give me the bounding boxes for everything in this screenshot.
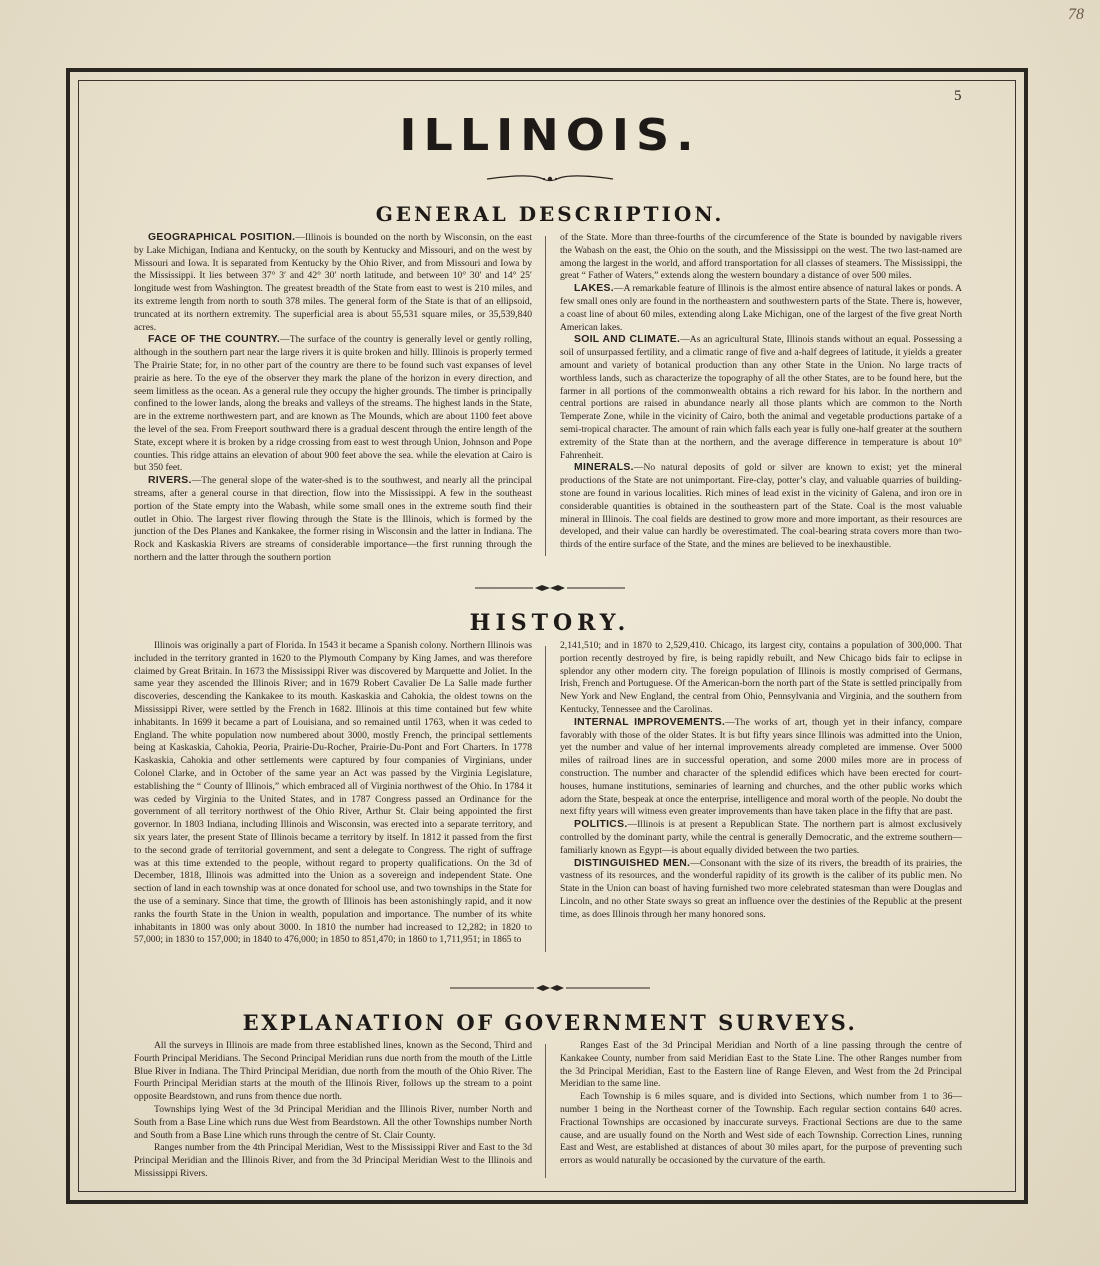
page-title: ILLINOIS. (399, 109, 701, 161)
paragraph-meridians (134, 1040, 532, 1104)
text-population: 2,141,510; and in 1870 to 2,529,410. Chicago, its largest city, contains a population of 300,000. That portion recently destroyed by fire, is being rapidly rebuilt, and New Chicago bids fair to eclipse in splendor any other modern city. The foreign population of Illinois is mostly comprised of Germans, Irish, French and Portuguese. Of the American-born the north part of the State is settled principally from New York and New England, the central from Ohio, Pennsylvania and Virginia, and the southern from Kentucky, Tennessee and the Carolinas. (560, 640, 962, 715)
surveys-right-column (560, 1040, 962, 1168)
section-title-history: HISTORY. (469, 610, 631, 636)
general-description-left-column (134, 232, 532, 565)
paragraph-politics (560, 819, 962, 857)
general-description-right-column (560, 232, 962, 552)
text-face-of-country: —The surface of the country is generally level or gently rolling, although in the southern part near the large rivers it is quite broken and hilly. Illinois is properly termed The Prairie State; for, in no other part of the country are there to be found such vast expanses of level prairie as here. To the eye of the observer they mark the plane of the horizon in every direction, and seem limitless as the ocean. As a general rule they occupy the higher grounds. The timber is principally confined to the lower lands, along the breaks and valleys of the streams. The highest lands in the State, are in the extreme northwestern part, and are known as The Mounds, which are about 1100 feet above the level of the sea. From Freeport southward there is a gradual descent through the entire length of the State, except where it is broken by a ridge crossing from east to west through Union, Johnson and Pope counties. This ridge attains an elevation of about 900 feet above the sea. while the elevation at Cairo is but 350 feet. (134, 334, 532, 474)
lead-face-of-country: FACE OF THE COUNTRY. (148, 334, 281, 346)
surveys-left-column (134, 1040, 532, 1181)
column-divider (545, 646, 546, 952)
lead-minerals: MINERALS. (574, 462, 634, 474)
paragraph-rivers (134, 475, 532, 565)
text-soil-climate: —As an agricultural State, Illinois stands without an equal. Possessing a soil of unsurpassed fertility, and a climatic range of five and a-half degrees of latitude, it yields a greater amount and variety of botanical production than any other State in the Union. No large tracts of worthless lands, such as characterize the topography of all the other States, are to be found here, but the farmer in all portions of the commonwealth obtains a rich reward for his labor. In the northern and central portions are raised in abundance nearly all those plants which are common to the North Temperate Zone, while in the vicinity of Cairo, both the animal and vegetable productions partake of a semi-tropical character. The amount of rain which falls each year is fully one-half greater at the southern extremity of the State than at the northern, and the average difference in temperature is about 10° Fahrenheit. (560, 334, 962, 461)
text-internal-improvements: —The works of art, though yet in their infancy, compare favorably with those of the older States. It is but fifty years since Illinois was admitted into the Union, yet the number and value of her internal improvements already completed are immense. Over 5000 miles of railroad lines are in successful operation, and some 2000 miles more are in process of construction. The number and character of the splendid edifices which have been erected for court-houses, humane institutions, seminaries of learning and churches, and the other public works which adorn the State, bespeak at once the enterprise, intelligence and moral worth of the people. No doubt the next fifty years will witness even greater improvements than have taken place in the fifty that are past. (560, 716, 962, 818)
lead-distinguished-men: DISTINGUISHED MEN. (574, 857, 691, 869)
paragraph-soil-climate (560, 334, 962, 462)
section-title-government-surveys: EXPLANATION OF GOVERNMENT SURVEYS. (242, 1010, 858, 1035)
lead-internal-improvements: INTERNAL IMPROVEMENTS. (574, 716, 726, 728)
text-geographical-position: —Illinois is bounded on the north by Wisconsin, on the east by Lake Michigan, Indiana and Kentucky, on the south by Kentucky and Missouri, and on the west by Missouri and Iowa. It is separated from Kentucky by the Ohio River, and from Missouri and Iowa by the Mississippi. It lies between 37° 3′ and 42° 30′ north latitude, and between 10° 30′ and 14° 25′ longitude west from Washington. The greatest breadth of the State from east to west is 210 miles, and its extreme length from north to south 378 miles. The general form of the State is that of an ellipsoid, truncated at its northern extremity. The superficial area is about 55,531 square miles, or 35,539,840 acres. (134, 232, 532, 333)
lead-geographical-position: GEOGRAPHICAL POSITION. (148, 232, 296, 243)
paragraph-townships (134, 1104, 532, 1142)
page-number: 5 (954, 88, 962, 104)
title-flourish (0, 172, 1100, 190)
text-townships: Townships lying West of the 3d Principal Meridian and the Illinois River, number North and South from a Base Line which runs due West from Beardstown. All the other Townships number North and South from a Base Line which runs through the centre of St. Clair County. (134, 1103, 532, 1141)
text-lakes: —A remarkable feature of Illinois is the almost entire absence of natural lakes or ponds. A few small ones only are found in the northeastern and southwestern parts of the State. There is, however, a coast line of about 60 miles, extending along Lake Michigan, one of the largest of the five great North American lakes. (560, 283, 962, 333)
paragraph-face-of-country (134, 334, 532, 475)
paragraph-population (560, 640, 962, 717)
lead-rivers: RIVERS. (148, 475, 192, 487)
paragraph-geographical-position (134, 232, 532, 334)
column-divider (545, 1044, 546, 1178)
text-minerals: —No natural deposits of gold or silver are known to exist; yet the mineral productions of the State are not unimportant. Fire-clay, potter’s clay, and valuable quarries of building-stone are found in various localities. Rich mines of lead exist in the vicinity of Galena, and iron ore in considerable quantities is obtained in the southeastern part of the State. Coal is the most valuable mineral in Illinois. The coal fields are destined to grow more and more important, as their resources are developed, and their value can hardly be overestimated. The coal-bearing strata covers more than two-thirds of the entire surface of the State, and the mines are believed to be inexhaustible. (560, 462, 962, 551)
paragraph-ranges-east (560, 1040, 962, 1091)
history-right-column (560, 640, 962, 922)
paragraph-minerals (560, 462, 962, 552)
column-divider (545, 236, 546, 556)
text-rivers: —The general slope of the water-shed is to the southwest, and nearly all the principal streams, after a general course in that direction, flow into the Mississippi. A few in the southeast portion of the State empty into the Wabash, while some small ones in the extreme south find their outlet in Ohio. The largest river flowing through the State is the Illinois, which is formed by the junction of the Des Planes and Kankakee, the former rising in Wisconsin and the latter in Indiana. The Rock and Kaskaskia Rivers are streams of considerable importance—the first running through the northern and the latter through the southern portion (134, 475, 532, 563)
paragraph-ranges (134, 1142, 532, 1180)
section-divider-1 (0, 580, 1100, 598)
text-rivers-continued: of the State. More than three-fourths of the circumference of the State is bounded by navigable rivers the Wabash on the east, the Ohio on the south, and the Mississippi on the west. The two last-named are among the largest in the world, and afford transportation for all classes of steamers. The Mississippi, the great “ Father of Waters,” extends along the western boundary a distance of over 500 miles. (560, 232, 962, 282)
paragraph-history-main (134, 640, 532, 947)
paragraph-distinguished-men (560, 858, 962, 922)
text-ranges: Ranges number from the 4th Principal Meridian, West to the Mississippi River and East to the 3d Principal Meridian and the Illinois River, and from the 3d Principal Meridian West to the Illinois and Mississippi Rivers. (134, 1142, 532, 1179)
text-distinguished-men: —Consonant with the size of its rivers, the breadth of its prairies, the vastness of its resources, and the wonderful rapidity of its growth is the caliber of its public men. No State in the Union can boast of having furnished two more celebrated statesman than were Douglas and Lincoln, and no other State sways so great an influence over the destinies of the Republic at the present time, as does Illinois through her many honored sons. (560, 857, 962, 920)
handwritten-page-note: 78 (1068, 6, 1084, 23)
text-history-main: Illinois was originally a part of Florida. In 1543 it became a Spanish colony. Northern Illinois was included in the territory granted in 1620 to the Plymouth Company by King James, and was therefore claimed by Great Britain. In 1673 the Mississippi River was discovered by Marquette and Joliet. In the same year they ascended the Illinois River; and in 1679 Robert Cavalier De La Salle made further discoveries, descending the Kankakee to its mouth. Kaskaskia and Cahokia, the oldest towns on the Mississippi River, were settled by the French in 1682. Illinois at this time contained but few white inhabitants. In 1699 it became a part of Louisiana, and so remained until 1763, when it was ceded to England. The white population now numbered about 3000, mostly French, the principal settlements being at Kaskaskia, Cahokia, Peoria, Prairie-Du-Rocher, Prairie-Du-Pont and Fort Charters. In 1778 Kaskaskia, Cahokia and other settlements were captured by four companies of Virginians, under Colonel Clarke, and in October of the same year an Act was passed by the Virginia Legislature, establishing the “ County of Illinois,” which embraced all of Virginia northwest of the Ohio. In 1784 it was ceded by Virginia to the United States, and in 1787 Congress passed an Ordinance for the government of all territory northwest of the Ohio River, Arthur St. Clair being appointed the first governor. In 1803 Indiana, including Illinois and Wisconsin, was erected into a separate territory, and six years later, the present State of Illinois became a territory by itself. In 1812 it passed from the first to the second grade of territorial government, and sent a delegate to Congress. The right of suffrage was at this time extended to the people, without regard to property qualifications. On the 3d of December, 1818, Illinois was admitted into the Union as a sovereign and independent State. One section of land in each township was at once donated for school use, and two townships in the State for the use of a seminary. Since that time, the growth of Illinois has been astonishingly rapid, and it now ranks the fourth State in the Union in wealth, population and importance. The number of its white inhabitants in 1800 was only about 3000. In 1810 the number had increased to 12,282; in 1820 to 57,000; in 1830 to 157,000; in 1840 to 476,000; in 1850 to 851,470; in 1860 to 1,711,951; in 1865 to (134, 640, 532, 946)
section-title-general-description: GENERAL DESCRIPTION. (375, 202, 725, 226)
text-sections: Each Township is 6 miles square, and is divided into Sections, which number from 1 to 36—number 1 being in the Northeast corner of the Township. Each regular section contains 640 acres. Fractional Townships are occasioned by inaccurate surveys. Fractional Sections are due to the same cause, and are usually found on the North and West side of each Township. Correction Lines, running East and West, are established at distances of about 30 miles apart, for the purpose of preventing such errors as would naturally be occasioned by the curvature of the earth. (560, 1091, 962, 1167)
lead-lakes: LAKES. (574, 283, 614, 295)
text-meridians: All the surveys in Illinois are made from three established lines, known as the Second, Third and Fourth Principal Meridians. The Second Principal Meridian runs due north from the mouth of the Little Blue River in Indiana. The Third Principal Meridian, due north from the mouth of the Ohio River. The Fourth Principal Meridian starts at the mouth of the Illinois River, follows up the stream to a point opposite Beardstown, and runs from thence due north. (134, 1040, 532, 1103)
history-left-column (134, 640, 532, 947)
text-politics: —Illinois is at present a Republican State. The northern part is almost exclusively controlled by the dominant party, while the central is generally Democratic, and the extreme southern—familiarly known as Egypt—is about equally divided between the two parties. (560, 819, 962, 856)
paragraph-internal-improvements (560, 717, 962, 819)
paragraph-sections (560, 1091, 962, 1168)
text-ranges-east: Ranges East of the 3d Principal Meridian and North of a line passing through the centre of Kankakee County, number from said Meridian East to the State Line. The other Ranges number from the 3d Principal Meridian, East to the Eastern line of Range Eleven, and West from the 2d Principal Meridian to the same line. (560, 1040, 962, 1090)
lead-politics: POLITICS. (574, 819, 628, 831)
section-divider-2 (0, 980, 1100, 998)
paragraph-lakes (560, 283, 962, 334)
lead-soil-climate: SOIL AND CLIMATE. (574, 334, 681, 346)
paragraph-rivers-continued (560, 232, 962, 283)
